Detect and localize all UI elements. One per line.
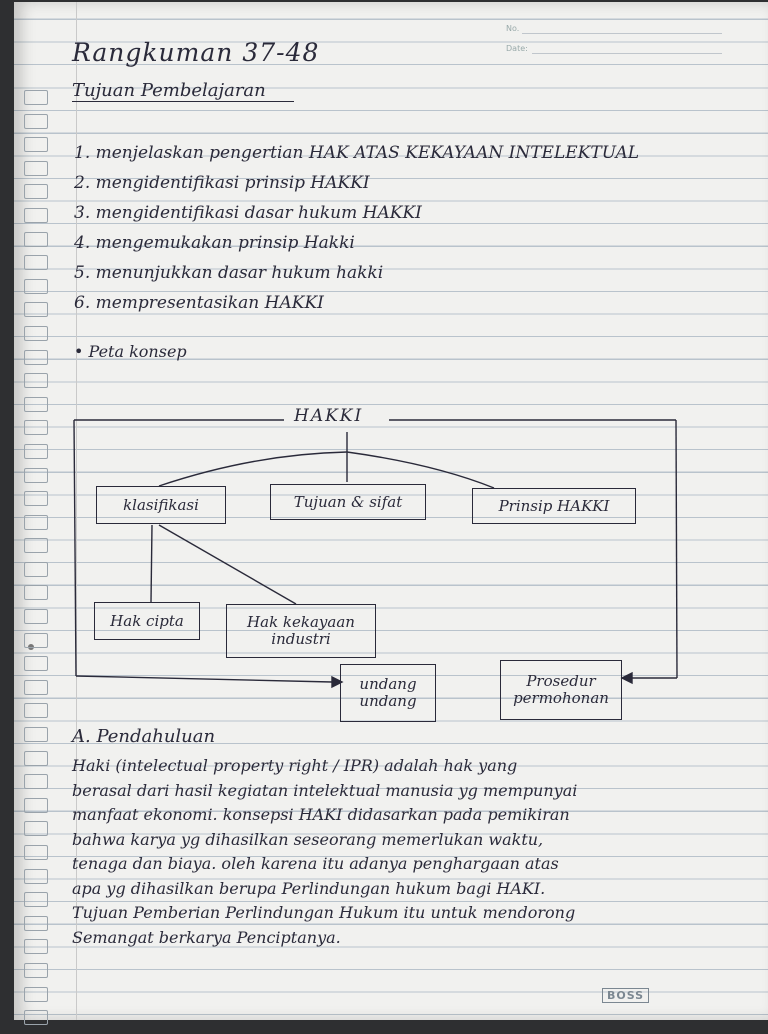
objective-item: 3. mengidentifikasi dasar hukum HAKKI xyxy=(74,203,422,223)
paragraph-line: Tujuan Pemberian Perlindungan Hukum itu untuk mendorong xyxy=(72,903,576,922)
header-date-label: Date: xyxy=(506,44,528,53)
paragraph-line: berasal dari hasil kegiatan intelektual manusia yg mempunyai xyxy=(72,780,578,800)
paragraph-line: tenaga dan biaya. oleh karena itu adanya penghargaan atas xyxy=(72,854,559,873)
branch-prinsip xyxy=(347,452,494,488)
arrow-to-undang xyxy=(76,676,332,682)
objective-item: 1. menjelaskan pengertian HAK ATAS KEKAYAAN INTELEKTUAL xyxy=(74,143,640,163)
objective-item: 2. mengidentifikasi prinsip HAKKI xyxy=(74,173,370,193)
objective-item: 6. mempresentasikan HAKKI xyxy=(74,293,324,313)
subtitle: Tujuan Pembelajaran xyxy=(72,80,266,101)
left-frame-line xyxy=(74,420,76,676)
objective-item: 5. menunjukkan dasar hukum hakki xyxy=(74,263,384,283)
arrow-head-prosedur xyxy=(622,673,632,683)
node-hak-industri: Hak kekayaan industri xyxy=(226,604,376,658)
node-prinsip: Prinsip HAKKI xyxy=(472,488,636,524)
paragraph-line: manfaat ekonomi. konsepsi HAKI didasarkan pada pemikiran xyxy=(72,805,570,824)
notebook-page xyxy=(14,2,768,1020)
right-frame-line xyxy=(676,420,677,678)
paragraph-line: apa yg dihasilkan berupa Perlindungan hukum bagi HAKI. xyxy=(72,878,546,898)
paragraph-line: Haki (intelectual property right / IPR) adalah hak yang xyxy=(72,756,518,775)
header-no-label: No. xyxy=(506,24,520,33)
page-title: Rangkuman 37-48 xyxy=(72,38,320,67)
branch-hak-cipta xyxy=(151,525,152,602)
section-paragraph xyxy=(72,754,752,950)
branch-klasifikasi xyxy=(159,452,347,486)
node-undang: undang undang xyxy=(340,664,436,722)
node-klasifikasi: klasifikasi xyxy=(96,486,226,524)
node-hak-cipta: Hak cipta xyxy=(94,602,200,640)
brand-logo: BOSS xyxy=(602,988,649,1003)
node-tujuan: Tujuan & sifat xyxy=(270,484,426,520)
node-prosedur: Prosedur permohonan xyxy=(500,660,622,720)
concept-root: HAKKI xyxy=(290,406,367,426)
section-heading: A. Pendahuluan xyxy=(72,726,216,747)
paragraph-line: bahwa karya yg dihasilkan seseorang memerlukan waktu, xyxy=(72,829,544,849)
branch-hak-industri xyxy=(159,525,296,604)
concept-map-label: • Peta konsep xyxy=(74,342,187,361)
paragraph-line: Semangat berkarya Penciptanya. xyxy=(72,927,341,947)
objective-item: 4. mengemukakan prinsip Hakki xyxy=(74,233,355,253)
